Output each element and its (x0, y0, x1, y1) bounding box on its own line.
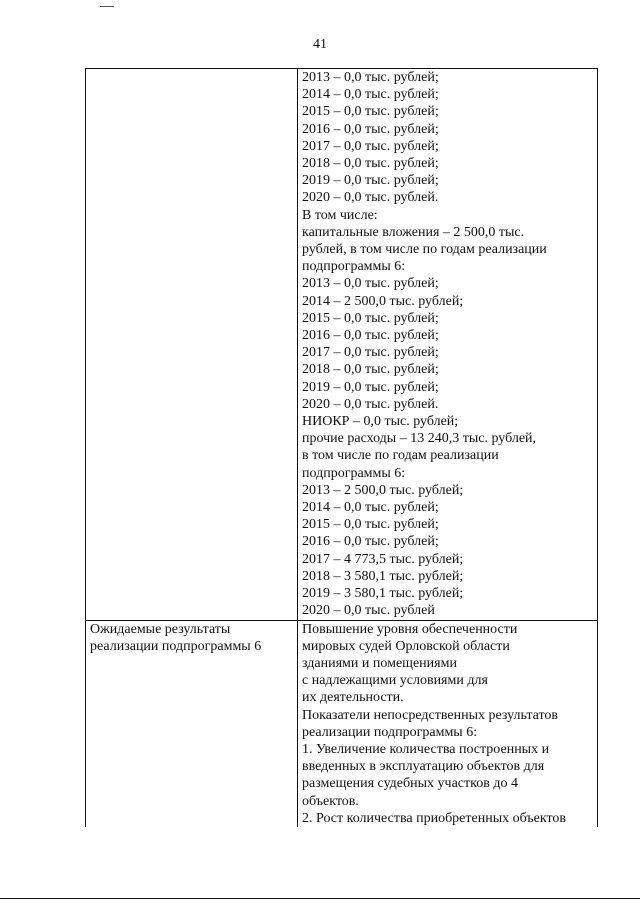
scan-mark (100, 6, 114, 7)
text-line: 2015 – 0,0 тыс. рублей; (302, 517, 439, 533)
text-line: 2020 – 0,0 тыс. рублей. (302, 396, 439, 412)
text-line: подпрограммы 6: (302, 259, 406, 275)
funding-label-cell (86, 69, 298, 621)
table-row-expected-results (86, 620, 598, 827)
text-line: 2017 – 0,0 тыс. рублей; (302, 345, 439, 361)
table-row-funding (86, 69, 598, 621)
text-line: Повышение уровня обеспеченности (302, 621, 518, 637)
text-line: рублей, в том числе по годам реализации (302, 242, 547, 258)
expected-results-label-cell (86, 620, 298, 827)
text-line: В том числе: (302, 207, 378, 223)
text-line: 2. Рост количества приобретенных объектов (302, 810, 567, 826)
text-line: 2020 – 0,0 тыс. рублей. (302, 190, 439, 206)
label-line: Ожидаемые результаты (90, 621, 231, 637)
text-line: размещения судебных участков до 4 (302, 776, 518, 792)
text-line: 2019 – 3 580,1 тыс. рублей; (302, 586, 464, 602)
expected-results-value-cell (298, 620, 598, 827)
text-line: 2014 – 0,0 тыс. рублей; (302, 500, 439, 516)
text-line: 2016 – 0,0 тыс. рублей; (302, 328, 439, 344)
text-line: 2015 – 0,0 тыс. рублей; (302, 310, 439, 326)
text-line: 2017 – 0,0 тыс. рублей; (302, 138, 439, 154)
text-line: 2020 – 0,0 тыс. рублей (302, 603, 435, 619)
text-line: введенных в эксплуатацию объектов для (302, 759, 545, 775)
text-line: мировых судей Орловской области (302, 638, 510, 654)
label-line: реализации подпрограммы 6 (90, 638, 262, 654)
text-line: прочие расходы – 13 240,3 тыс. рублей, (302, 431, 537, 447)
text-line: объектов. (302, 793, 359, 809)
text-line: 2018 – 3 580,1 тыс. рублей; (302, 568, 464, 584)
text-line: НИОКР – 0,0 тыс. рублей; (302, 414, 459, 430)
text-line: 2018 – 0,0 тыс. рублей; (302, 156, 439, 172)
text-line: 2013 – 0,0 тыс. рублей; (302, 276, 439, 292)
text-line: капитальные вложения – 2 500,0 тыс. (302, 224, 525, 240)
page-number: 41 (313, 37, 327, 52)
text-line: реализации подпрограммы 6: (302, 724, 478, 740)
text-line: 2017 – 4 773,5 тыс. рублей; (302, 551, 464, 567)
text-line: 2018 – 0,0 тыс. рублей; (302, 362, 439, 378)
text-line: 2013 – 2 500,0 тыс. рублей; (302, 482, 464, 498)
text-line: 1. Увеличение количества построенных и (302, 741, 550, 757)
text-line: их деятельности. (302, 690, 404, 706)
text-line: Показатели непосредственных результатов (302, 707, 559, 723)
text-line: 2016 – 0,0 тыс. рублей; (302, 121, 439, 137)
text-line: 2015 – 0,0 тыс. рублей; (302, 104, 439, 120)
text-line: 2016 – 0,0 тыс. рублей; (302, 534, 439, 550)
subprogram-passport-table (85, 68, 598, 827)
text-line: с надлежащими условиями для (302, 673, 488, 689)
text-line: 2014 – 2 500,0 тыс. рублей; (302, 293, 464, 309)
text-line: в том числе по годам реализации (302, 448, 499, 464)
text-line: 2019 – 0,0 тыс. рублей; (302, 379, 439, 395)
text-line: подпрограммы 6: (302, 465, 406, 481)
text-line: 2014 – 0,0 тыс. рублей; (302, 87, 439, 103)
text-line: 2013 – 0,0 тыс. рублей; (302, 70, 439, 85)
bottom-rule (0, 898, 640, 899)
text-line: зданиями и помещениями (302, 655, 457, 671)
funding-value-cell (298, 69, 598, 621)
text-line: 2019 – 0,0 тыс. рублей; (302, 173, 439, 189)
